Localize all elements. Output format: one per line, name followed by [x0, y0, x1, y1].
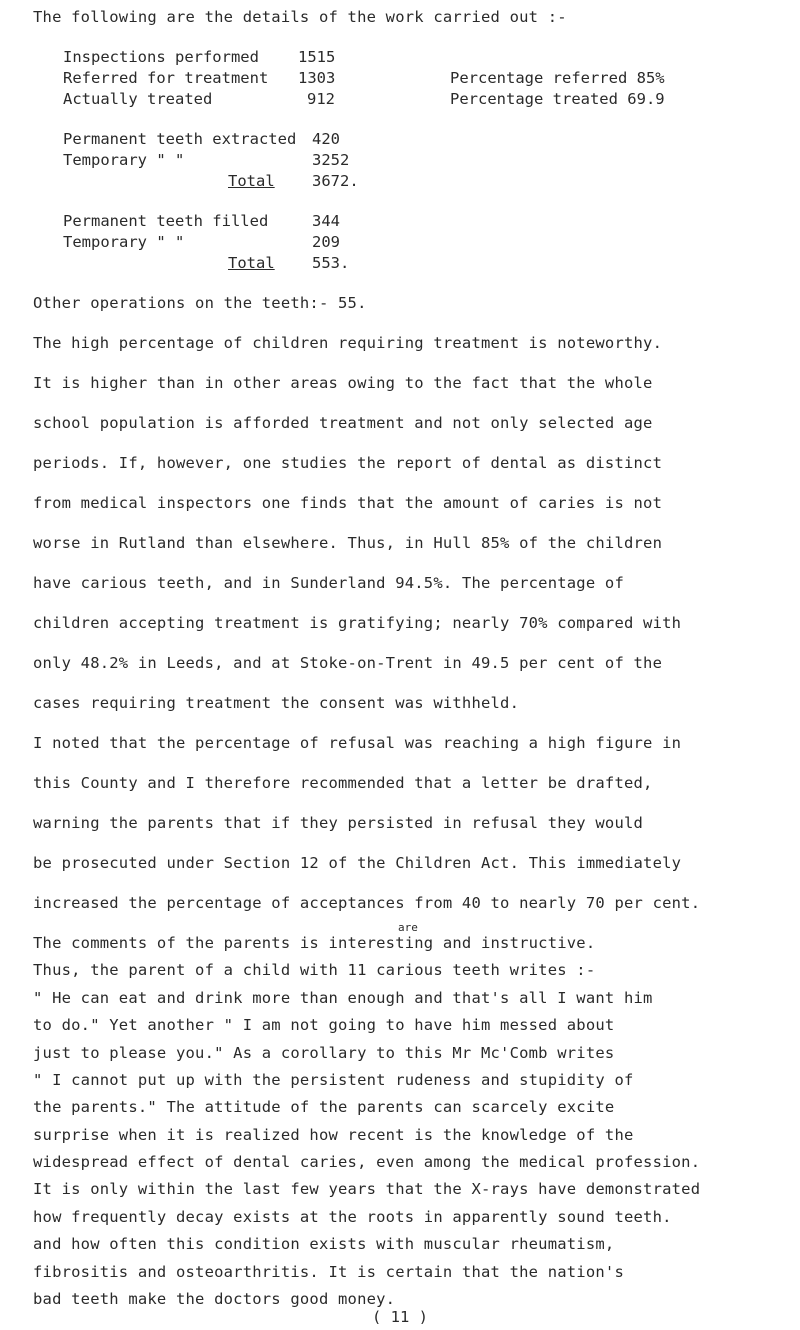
body-line: school population is afforded treatment and not only selected age — [33, 414, 653, 432]
extracted-temporary-label: Temporary " " — [63, 151, 185, 169]
body-line: It is higher than in other areas owing to the fact that the whole — [33, 374, 653, 392]
body-line: bad teeth make the doctors good money. — [33, 1290, 396, 1308]
body-line: be prosecuted under Section 12 of the Children Act. This immediately — [33, 854, 682, 872]
body-line: from medical inspectors one finds that the amount of caries is not — [33, 494, 663, 512]
other-operations: Other operations on the teeth:- 55. — [33, 294, 367, 312]
body-line: " I cannot put up with the persistent rudeness and stupidity of — [33, 1071, 634, 1089]
body-line: fibrositis and osteoarthritis. It is certain that the nation's — [33, 1263, 624, 1281]
body-line: this County and I therefore recommended that a letter be drafted, — [33, 774, 653, 792]
inspections-label: Inspections performed — [63, 48, 259, 66]
body-line: the parents." The attitude of the parents can scarcely excite — [33, 1098, 615, 1116]
body-line: to do." Yet another " I am not going to have him messed about — [33, 1016, 615, 1034]
extracted-permanent-label: Permanent teeth extracted — [63, 130, 297, 148]
filled-temporary-value: 209 — [312, 233, 340, 251]
treated-value: 912 — [307, 90, 335, 108]
treated-label: Actually treated — [63, 90, 213, 108]
extracted-permanent-value: 420 — [312, 130, 340, 148]
extracted-total-label: Total — [228, 172, 275, 190]
filled-total-value: 553. — [312, 254, 350, 272]
body-line: The high percentage of children requiring treatment is noteworthy. — [33, 334, 663, 352]
body-line: periods. If, however, one studies the report of dental as distinct — [33, 454, 663, 472]
intro-line: The following are the details of the work carried out :- — [33, 8, 567, 26]
referred-value: 1303 — [298, 69, 336, 87]
body-line: surprise when it is realized how recent is the knowledge of the — [33, 1126, 634, 1144]
handwritten-insertion: are — [398, 921, 418, 934]
body-line: only 48.2% in Leeds, and at Stoke-on-Trent in 49.5 per cent of the — [33, 654, 663, 672]
filled-temporary-label: Temporary " " — [63, 233, 185, 251]
filled-permanent-label: Permanent teeth filled — [63, 212, 269, 230]
percentage-referred: Percentage referred 85% — [450, 69, 665, 87]
percentage-treated: Percentage treated 69.9 — [450, 90, 665, 108]
inspections-value: 1515 — [298, 48, 336, 66]
referred-label: Referred for treatment — [63, 69, 269, 87]
body-line: and how often this condition exists with muscular rheumatism, — [33, 1235, 615, 1253]
body-line: I noted that the percentage of refusal was reaching a high figure in — [33, 734, 682, 752]
filled-total-label: Total — [228, 254, 275, 272]
body-line: increased the percentage of acceptances from 40 to nearly 70 per cent. — [33, 894, 701, 912]
body-line: just to please you." As a corollary to this Mr Mc'Comb writes — [33, 1044, 615, 1062]
body-line: " He can eat and drink more than enough and that's all I want him — [33, 989, 653, 1007]
body-line: The comments of the parents is interesting and instructive. — [33, 934, 596, 952]
body-line: warning the parents that if they persisted in refusal they would — [33, 814, 644, 832]
body-line: how frequently decay exists at the roots in apparently sound teeth. — [33, 1208, 672, 1226]
body-line: children accepting treatment is gratifying; nearly 70% compared with — [33, 614, 682, 632]
body-line: worse in Rutland than elsewhere. Thus, in Hull 85% of the children — [33, 534, 663, 552]
extracted-temporary-value: 3252 — [312, 151, 350, 169]
page-number: ( 11 ) — [372, 1308, 428, 1326]
extracted-total-value: 3672. — [312, 172, 359, 190]
body-line: cases requiring treatment the consent was withheld. — [33, 694, 520, 712]
body-line: widespread effect of dental caries, even among the medical profession. — [33, 1153, 701, 1171]
body-line: Thus, the parent of a child with 11 carious teeth writes :- — [33, 961, 596, 979]
body-line: have carious teeth, and in Sunderland 94.5%. The percentage of — [33, 574, 624, 592]
body-line: It is only within the last few years that the X-rays have demonstrated — [33, 1180, 701, 1198]
filled-permanent-value: 344 — [312, 212, 340, 230]
